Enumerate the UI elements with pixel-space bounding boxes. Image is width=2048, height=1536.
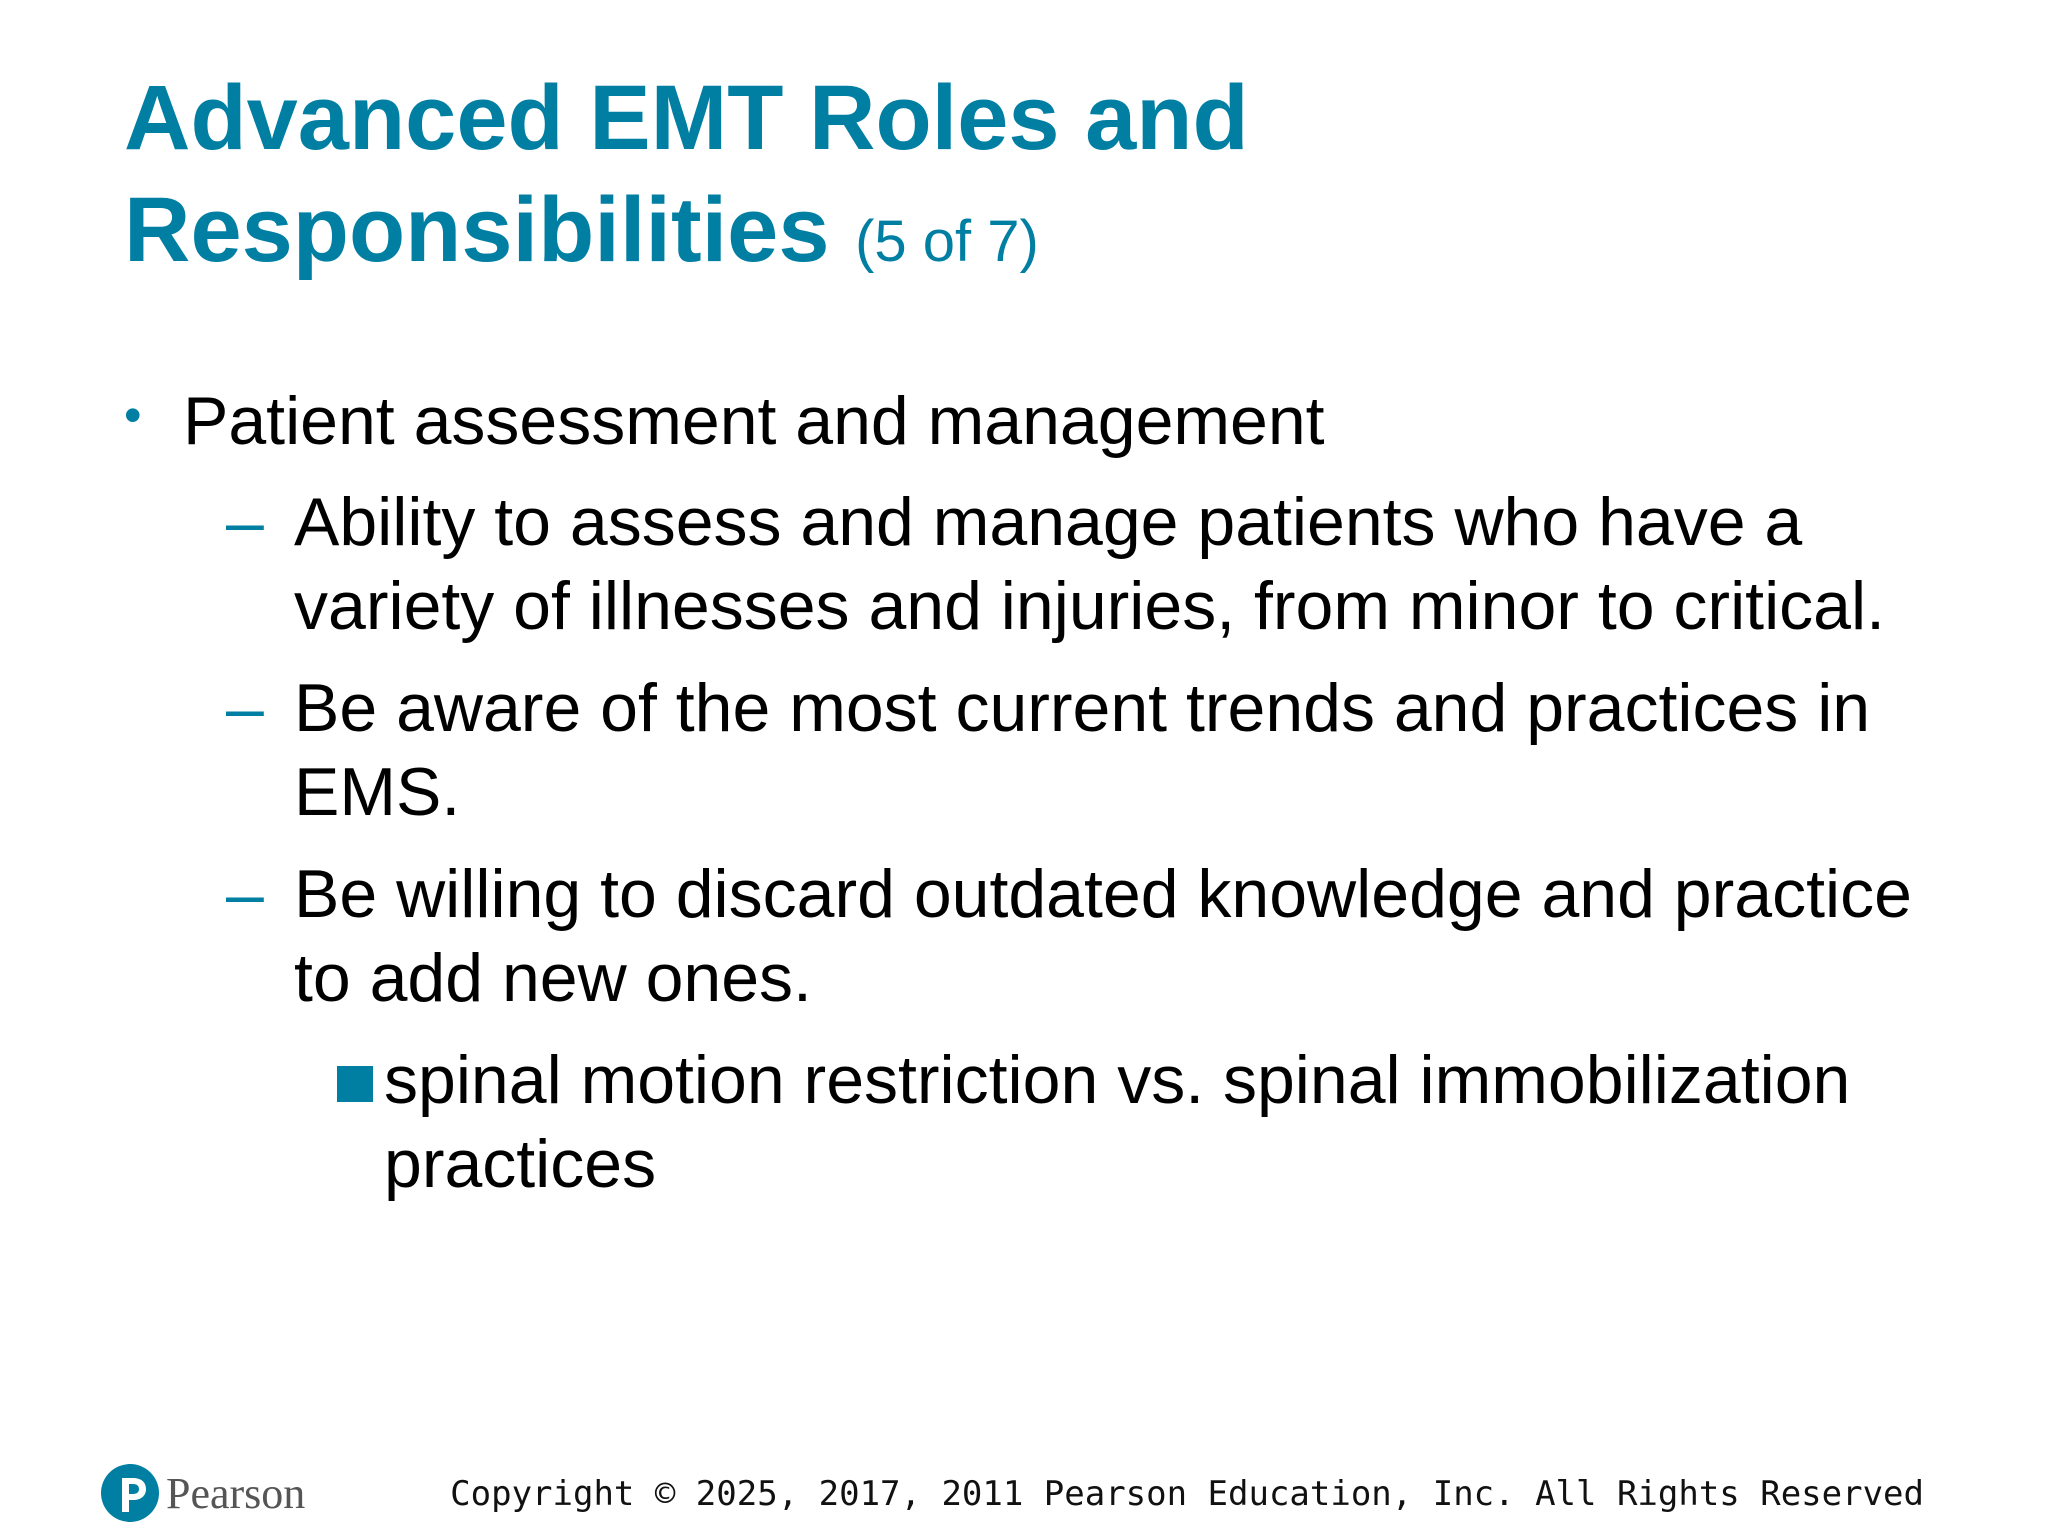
pearson-logo-text: Pearson bbox=[166, 1469, 306, 1518]
bullet-text: Be willing to discard outdated knowledge and practice to add new ones. bbox=[294, 856, 1912, 1016]
pearson-logo bbox=[100, 1462, 320, 1524]
bullet-text: Patient assessment and management bbox=[183, 383, 1325, 459]
bullet-level2 bbox=[124, 666, 1974, 834]
bullet-dot-icon: • bbox=[124, 387, 142, 443]
copyright-notice: Copyright © 2025, 2017, 2011 Pearson Education, Inc. All Rights Reserved bbox=[450, 1474, 1924, 1514]
dash-icon: – bbox=[226, 670, 264, 746]
bullet-level3 bbox=[124, 1038, 1974, 1206]
dash-icon: – bbox=[226, 856, 264, 932]
dash-icon: – bbox=[226, 484, 264, 560]
square-bullet-icon bbox=[337, 1066, 373, 1102]
bullet-level2 bbox=[124, 852, 1974, 1020]
bullet-level1 bbox=[124, 380, 1974, 462]
slide-title bbox=[124, 62, 1824, 298]
bullet-level2 bbox=[124, 480, 1974, 648]
bullet-text: spinal motion restriction vs. spinal immobilization practices bbox=[384, 1042, 1851, 1202]
slide-body bbox=[124, 380, 1974, 1206]
slide-title-main: Advanced EMT Roles and Responsibilities bbox=[124, 67, 1249, 281]
bullet-text: Ability to assess and manage patients who have a variety of illnesses and injuries, from minor to critical. bbox=[294, 484, 1885, 644]
slide-counter: (5 of 7) bbox=[855, 209, 1039, 274]
bullet-text: Be aware of the most current trends and practices in EMS. bbox=[294, 670, 1871, 830]
pearson-logo-icon bbox=[100, 1462, 160, 1524]
